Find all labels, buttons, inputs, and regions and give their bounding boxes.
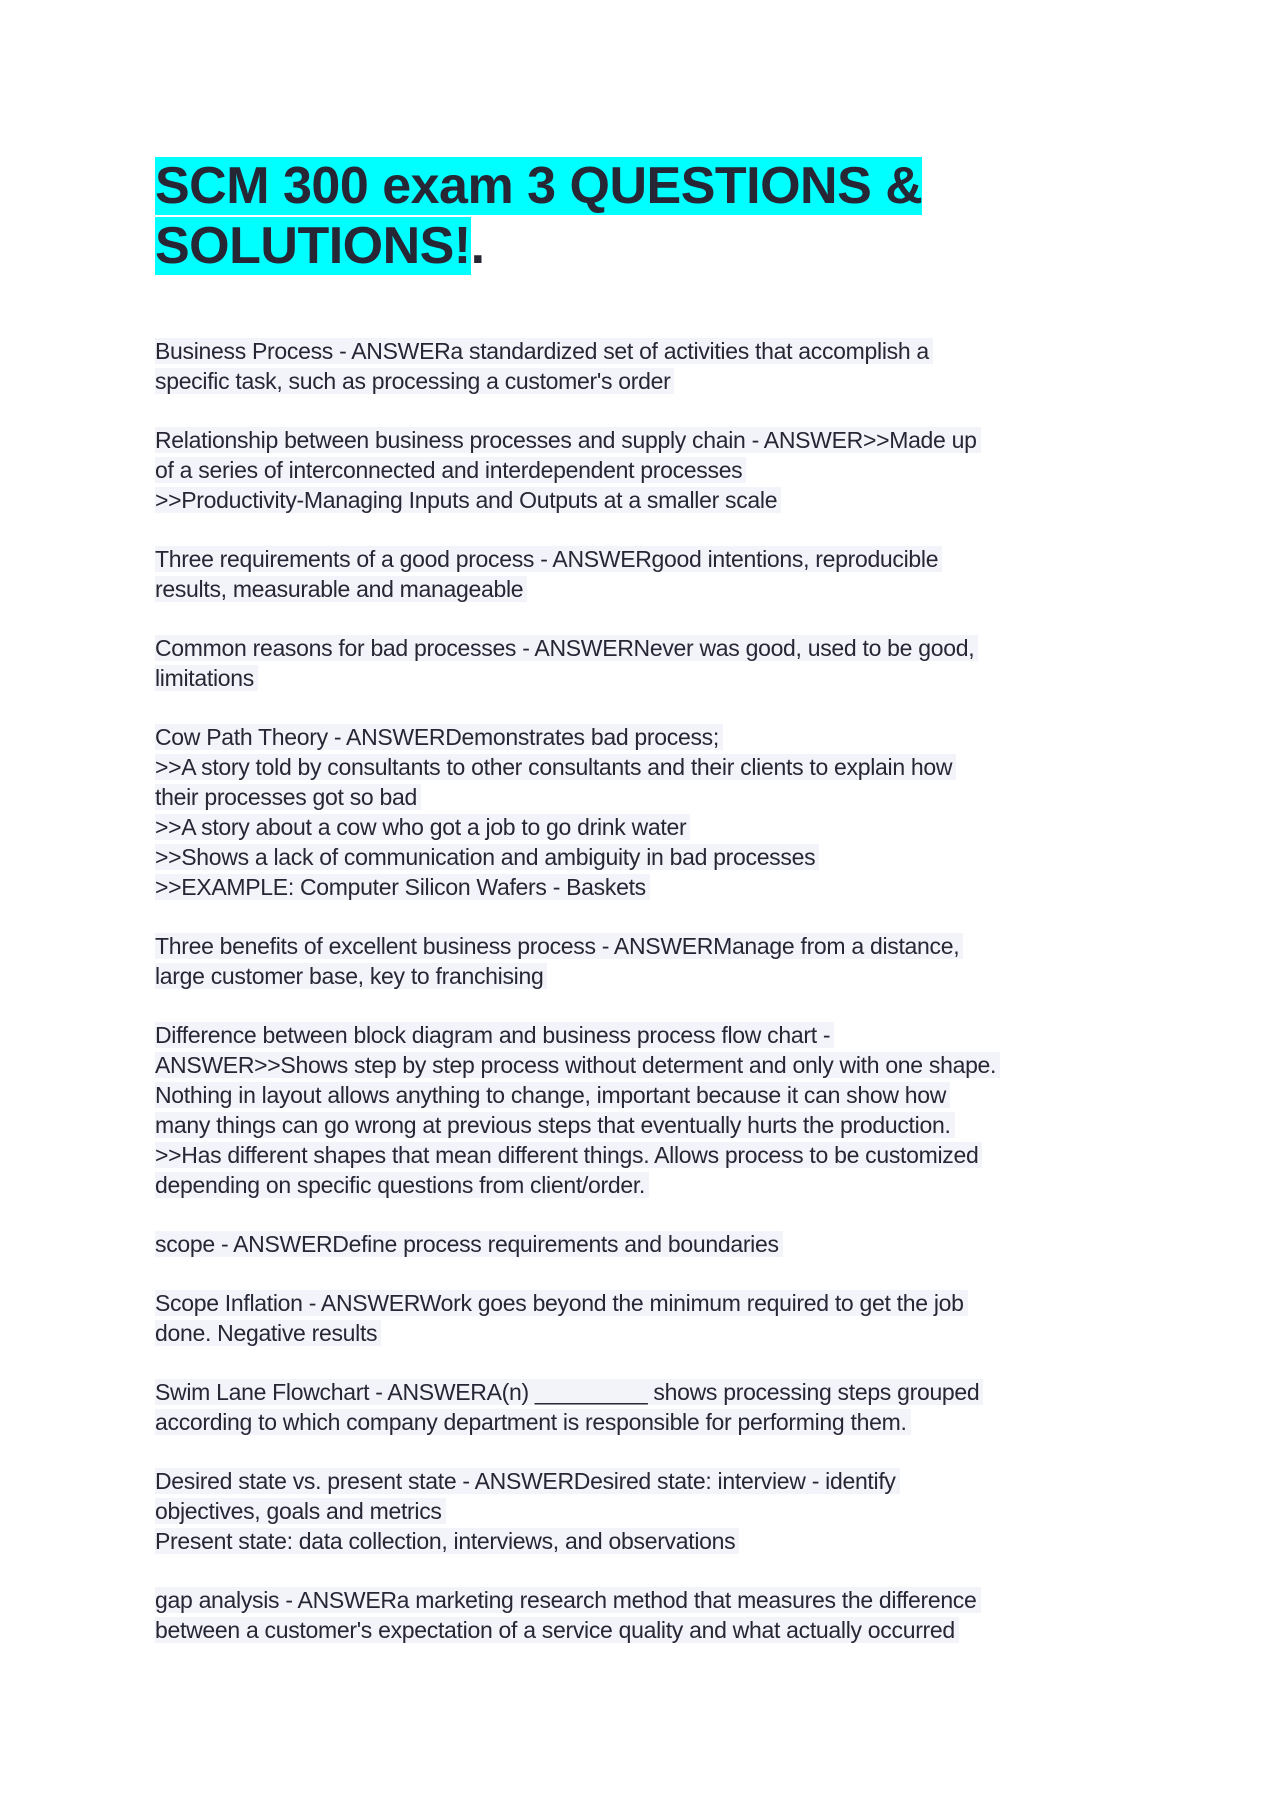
qa-line [155, 931, 1155, 961]
qa-line-text: ANSWER>>Shows step by step process without determent and only with one shape. [155, 1052, 1000, 1078]
qa-entry [155, 544, 1155, 604]
qa-line-text: Present state: data collection, interviews, and observations [155, 1528, 739, 1554]
qa-line [155, 633, 1155, 663]
qa-entry [155, 336, 1155, 396]
qa-line-text: depending on specific questions from client/order. [155, 1172, 649, 1198]
qa-entry [155, 931, 1155, 991]
qa-line [155, 1288, 1155, 1318]
qa-line-text: Relationship between business processes and supply chain - ANSWER>>Made up [155, 427, 981, 453]
qa-line [155, 1526, 1155, 1556]
qa-line [155, 1585, 1155, 1615]
qa-line-text: >>Shows a lack of communication and ambiguity in bad processes [155, 844, 819, 870]
qa-line [155, 366, 1155, 396]
qa-line [155, 574, 1155, 604]
qa-line-text: Three requirements of a good process - ANSWERgood intentions, reproducible [155, 546, 942, 572]
qa-entry [155, 633, 1155, 693]
qa-line [155, 872, 1155, 902]
qa-line [155, 1466, 1155, 1496]
qa-line-text: >>Productivity-Managing Inputs and Outputs at a smaller scale [155, 487, 781, 513]
qa-line-text: gap analysis - ANSWERa marketing research method that measures the difference [155, 1587, 981, 1613]
qa-line-text: Desired state vs. present state - ANSWERDesired state: interview - identify [155, 1468, 900, 1494]
qa-line [155, 425, 1155, 455]
qa-line [155, 1318, 1155, 1348]
qa-line-text: between a customer's expectation of a service quality and what actually occurred [155, 1617, 959, 1643]
qa-line-text: Three benefits of excellent business process - ANSWERManage from a distance, [155, 933, 963, 959]
qa-entry [155, 425, 1155, 515]
qa-line-text: >>A story told by consultants to other consultants and their clients to explain how [155, 754, 956, 780]
qa-line [155, 722, 1155, 752]
qa-line [155, 961, 1155, 991]
qa-line [155, 1140, 1155, 1170]
qa-line-text: Common reasons for bad processes - ANSWERNever was good, used to be good, [155, 635, 978, 661]
qa-line-text: Scope Inflation - ANSWERWork goes beyond the minimum required to get the job [155, 1290, 968, 1316]
document-title [155, 156, 1155, 276]
qa-line-text: Difference between block diagram and business process flow chart - [155, 1022, 834, 1048]
qa-line-text: limitations [155, 665, 258, 691]
qa-list [155, 336, 1155, 1645]
qa-line-text: >>EXAMPLE: Computer Silicon Wafers - Baskets [155, 874, 650, 900]
qa-line-text: done. Negative results [155, 1320, 381, 1346]
qa-line [155, 1229, 1155, 1259]
qa-line [155, 336, 1155, 366]
qa-line [155, 1496, 1155, 1526]
qa-line-text: many things can go wrong at previous steps that eventually hurts the production. [155, 1112, 955, 1138]
qa-entry [155, 1585, 1155, 1645]
qa-line [155, 1407, 1155, 1437]
title-suffix: . [470, 217, 485, 275]
qa-line [155, 544, 1155, 574]
qa-line [155, 1080, 1155, 1110]
qa-entry [155, 1288, 1155, 1348]
qa-line-text: results, measurable and manageable [155, 576, 527, 602]
qa-line [155, 1110, 1155, 1140]
qa-line [155, 455, 1155, 485]
qa-line-text: scope - ANSWERDefine process requirements and boundaries [155, 1231, 783, 1257]
qa-line-text: their processes got so bad [155, 784, 421, 810]
qa-line-text: specific task, such as processing a customer's order [155, 368, 674, 394]
qa-line [155, 485, 1155, 515]
qa-line-text: according to which company department is responsible for performing them. [155, 1409, 911, 1435]
qa-entry [155, 1377, 1155, 1437]
qa-line [155, 1170, 1155, 1200]
qa-line-text: Swim Lane Flowchart - ANSWERA(n) _________ shows processing steps grouped [155, 1379, 983, 1405]
qa-line-text: objectives, goals and metrics [155, 1498, 446, 1524]
qa-line [155, 663, 1155, 693]
qa-line [155, 1050, 1155, 1080]
qa-line [155, 812, 1155, 842]
qa-line [155, 1377, 1155, 1407]
document-page [155, 156, 1155, 1674]
qa-line-text: Cow Path Theory - ANSWERDemonstrates bad process; [155, 724, 723, 750]
qa-entry [155, 1466, 1155, 1556]
qa-line [155, 1615, 1155, 1645]
qa-line-text: large customer base, key to franchising [155, 963, 547, 989]
qa-line [155, 842, 1155, 872]
qa-line-text: Nothing in layout allows anything to change, important because it can show how [155, 1082, 950, 1108]
title-line-1: SCM 300 exam 3 QUESTIONS & [155, 157, 923, 215]
qa-entry [155, 1229, 1155, 1259]
qa-line [155, 752, 1155, 782]
title-line-2: SOLUTIONS! [155, 217, 471, 275]
qa-line-text: Business Process - ANSWERa standardized set of activities that accomplish a [155, 338, 933, 364]
qa-entry [155, 722, 1155, 902]
qa-line-text: of a series of interconnected and interdependent processes [155, 457, 746, 483]
qa-line [155, 782, 1155, 812]
qa-line [155, 1020, 1155, 1050]
qa-line-text: >>A story about a cow who got a job to go drink water [155, 814, 690, 840]
qa-line-text: >>Has different shapes that mean different things. Allows process to be customized [155, 1142, 982, 1168]
qa-entry [155, 1020, 1155, 1200]
